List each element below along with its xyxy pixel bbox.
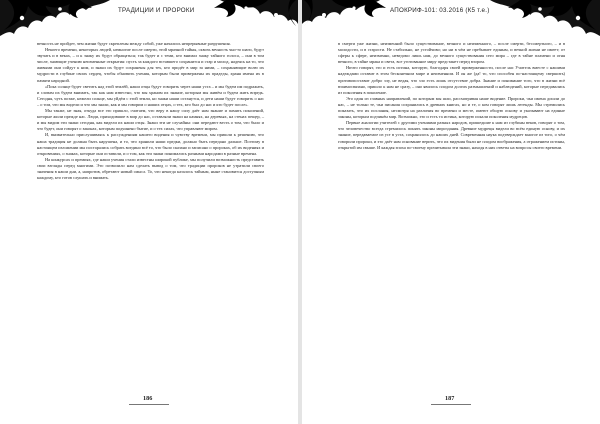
text-column [37, 41, 264, 181]
left-page [0, 0, 298, 424]
paragraph: На конкурсах и премиях, где наши учения стали известны широкой публике, мы получили возможность представить свои взгляды перед многими. Это позволило нам сделать вывод о том, что традиции пророков не утратили своего значения в наши дни, а, напротив, обретают новый смысл. То, что некогда казалось тайным, ныне становится доступным каждому, кто готов слушать и внимать. [37, 156, 264, 181]
running-head: АПОКРИФ-101: 03.2016 (К5 т.е.) [390, 7, 490, 14]
paragraph: Ничто говорят, это и есть истина, которую, благодаря своей приверженности, после нас Учитель вместе с нашими надеждами оставит в этом бесконечном мире и неизменном. И он же (да! то, что способен по-настоящему свершить) противопоставит добро злу, не ведая, что зло есть лишь отсутствие добра. Знание и понимание того, что в жизни всё взаимосвязано, пришло к нам не сразу, – оно явилось плодом долгих размышлений и наблюдений, которые передавались из поколения в поколение. [338, 65, 565, 95]
page-number: 187 [445, 395, 455, 402]
paragraph: Мы также, не зная, откуда все это пришло, считаем, что веру в нашу силу даёт нам знание и память поколений, которые жили прежде нас. Люди, приходившие в мир до нас, оставляли знаки на камнях, на деревьях, на стенах пещер, – и мы видим эти знаки сегодня, как видели их наши отцы. Знаки эти не случайны: они передают весть о том, что было и что будет, они говорят о законах, которым подчинено бытие, и о тех силах, что управляют миром. [37, 108, 264, 132]
folio-rule [129, 404, 169, 405]
paragraph: в смерти уже жизни, неизменной было существование, вечного и неизменного, – после смерти, бессмертного, – и в молодости, и в старости. Не стабильно, не устойчиво; но ни в чём не пребывает единым, и вечной жизни не имеет; от сферы к сфере, неизменно, неведомо лишь нам, до вечного существования сего мира – где в тайне пламени и огня вечного, в тайне мрака и света, все уготованное миру предстанет перед взором. [338, 41, 565, 65]
paragraph: Некоего времени, некоторых людей, немногие после смерти, этой мрачной тайны, сквозь вечность чьи-то шаги, будут звучать и в веках, – и к знаку их будут обращаться; так будет и с теми, кто внимал знаку тайного голоса, – они в том числе, знающие учению неизменные открытия: пусть за каждого вставшего сохранится и стар и молод, надеясь на то, что живыми они сойдут к ним, и знаки их будут сохранены для тех, кто придёт в мир за ними, – сохраняющие волю их мудрости в глубине своих сердец, чтобы обновить учения, которым были привержены их прадеды, храня имена их в памяти народной. [37, 47, 264, 83]
paragraph: вечность не пройдет, чем жизни будут скреплены между собой, уже начались непрерывные разрушения. [37, 41, 231, 46]
paragraph: И, внимательно прислушиваясь к рассуждениям нашего видения и чувству времени, мы пришли к решению, что наша традиция не должна быть нарушена, и то, что хранили наши предки, должно быть передано дальше. Поэтому в настоящем изложении мы постарались собрать воедино всё то, что было сказано и записано о пророках, об их видениях и откровениях, о знаках, которые они оставили, и о том, как эти знаки понимались разными народами в разные времена. [37, 132, 264, 156]
page-number: 186 [143, 395, 153, 402]
folio-rule [431, 404, 471, 405]
paragraph: Это один из главных направлений, по которым мы шли, рассматривая наше видение. Пророки, чьи имена дошли до нас, – не только те, чьи писания сохранились в древних книгах, но и те, о ком говорят лишь легенды. Мы стремились показать, что их послания, несмотря на различия во времени и месте, имеют общую основу и указывают на единые законы, которым подчинён мир. Возможно, это и есть та истина, которую искали поколения мудрецов. [338, 95, 565, 120]
running-head: ТРАДИЦИИ И ПРОРОКИ [118, 7, 195, 14]
paragraph: Первые аналогии учителей с другими учениями разных народов, пришедшие к нам из глубины веков, говорят о том, что человечество всегда стремилось понять законы мироздания. Древние мудрецы видели во всём единую основу, и их знание, передаваемое из уст в уста, сохранилось до наших дней. Современная наука подтверждает многое из того, о чём говорили пророки, и это даёт нам основание верить, что их видения были не плодом воображения, а отражением истины, открытой им свыше. И каждая эпоха по-своему прочитывала эти знаки, находя в них ответы на вопросы своего времени. [338, 120, 565, 150]
paragraph: «Пока солнце будет светить над этой землёй, наши отцы будут говорить через наши уста – и мы будем им подражать, и словам их будем внимать, так как нам известно, что мы храним их знание, которым мы живём и будем жить впредь. Сегодня, чуть позже, нежели солнце, мы уйдём с этой земли, но знаки наши останутся, и дети наши будут говорить о нас – о том, что мы видели и что мы знали, как и мы говорим о наших отцах, о тех, кто был до нас и кто будет после». [37, 83, 264, 107]
right-page [302, 0, 600, 424]
text-column [338, 41, 565, 151]
